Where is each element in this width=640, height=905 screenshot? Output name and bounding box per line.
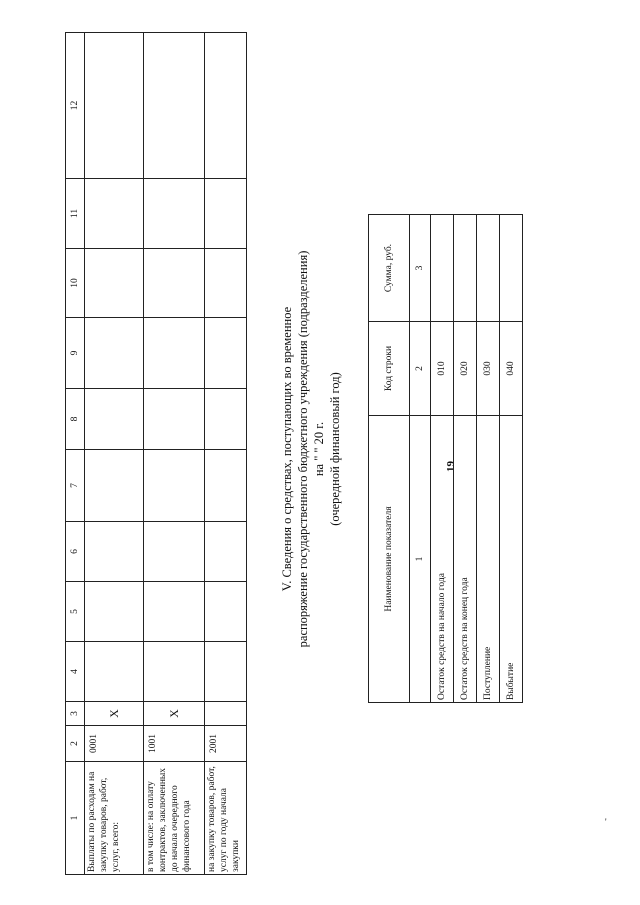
table-cell	[205, 33, 247, 179]
table-cell	[205, 389, 247, 450]
table-header-row	[66, 33, 85, 875]
column-header: 2	[66, 726, 85, 762]
table-cell	[205, 522, 247, 582]
page-number: 19	[445, 461, 457, 472]
table-row	[500, 215, 523, 703]
column-header: 12	[66, 33, 85, 179]
table-cell	[205, 249, 247, 318]
line-code: 020	[454, 322, 477, 416]
line-code: 040	[500, 322, 523, 416]
table-cell	[205, 582, 247, 642]
indicator-name: Остаток средств на начало года	[431, 416, 454, 703]
section-title-line2: распоряжение государственного бюджетного учреждения (подразделения)	[296, 250, 310, 648]
table-cell	[205, 642, 247, 702]
table-cell	[144, 582, 205, 642]
row-label: в том числе: на оплату контрактов, заключенных до начала очередного финансового года	[144, 762, 205, 875]
expenses-table	[65, 32, 247, 875]
stray-mark: '	[605, 817, 607, 827]
table-cell	[85, 522, 144, 582]
table-cell	[144, 389, 205, 450]
row-label: на закупку товаров, работ, услуг по году начала закупки	[205, 762, 247, 875]
column-header: 9	[66, 318, 85, 389]
indicator-name: Выбытие	[500, 416, 523, 703]
table-cell	[85, 450, 144, 522]
row-code: 0001	[85, 726, 144, 762]
column-header: 3	[66, 702, 85, 726]
row-mark: X	[144, 702, 205, 726]
table-cell	[205, 179, 247, 249]
column-header: 4	[66, 642, 85, 702]
table-cell	[144, 33, 205, 179]
table-cell	[144, 450, 205, 522]
line-code: 010	[431, 322, 454, 416]
column-number: 3	[410, 215, 431, 322]
funds-table	[368, 214, 523, 703]
column-header: 10	[66, 249, 85, 318]
column-header: 6	[66, 522, 85, 582]
indicator-name: Поступление	[477, 416, 500, 703]
row-code: 2001	[205, 726, 247, 762]
column-header: 5	[66, 582, 85, 642]
column-number: 2	[410, 322, 431, 416]
table-header-row	[369, 215, 410, 703]
row-mark	[205, 702, 247, 726]
table-row	[144, 33, 205, 875]
column-header: 1	[66, 762, 85, 875]
table-cell	[205, 450, 247, 522]
table-cell	[144, 179, 205, 249]
column-number-row	[410, 215, 431, 703]
row-label: Выплаты по расходам на закупку товаров, работ, услуг, всего:	[85, 762, 144, 875]
table-cell	[205, 318, 247, 389]
table-cell	[144, 249, 205, 318]
table-cell	[85, 249, 144, 318]
column-header: Код строки	[369, 322, 410, 416]
table-cell	[85, 318, 144, 389]
column-header: Наименование показателя	[369, 416, 410, 703]
column-number: 1	[410, 416, 431, 703]
column-header: Сумма, руб.	[369, 215, 410, 322]
table-cell	[85, 582, 144, 642]
table-row	[477, 215, 500, 703]
row-mark: X	[85, 702, 144, 726]
amount-cell	[454, 215, 477, 322]
table-row	[205, 33, 247, 875]
table-cell	[85, 389, 144, 450]
section-year-note: (очередной финансовый год)	[328, 372, 342, 526]
amount-cell	[500, 215, 523, 322]
table-cell	[144, 642, 205, 702]
table-row	[431, 215, 454, 703]
section-date-line: на " " 20 г.	[312, 421, 326, 477]
line-code: 030	[477, 322, 500, 416]
table-cell	[85, 33, 144, 179]
section-title-line1: V. Сведения о средствах, поступающих во временное	[280, 306, 294, 592]
row-code: 1001	[144, 726, 205, 762]
table-row	[454, 215, 477, 703]
amount-cell	[431, 215, 454, 322]
table-cell	[144, 318, 205, 389]
amount-cell	[477, 215, 500, 322]
table-cell	[85, 642, 144, 702]
column-header: 7	[66, 450, 85, 522]
column-header: 11	[66, 179, 85, 249]
table-row	[85, 33, 144, 875]
table-cell	[85, 179, 144, 249]
column-header: 8	[66, 389, 85, 450]
indicator-name: Остаток средств на конец года	[454, 416, 477, 703]
table-cell	[144, 522, 205, 582]
